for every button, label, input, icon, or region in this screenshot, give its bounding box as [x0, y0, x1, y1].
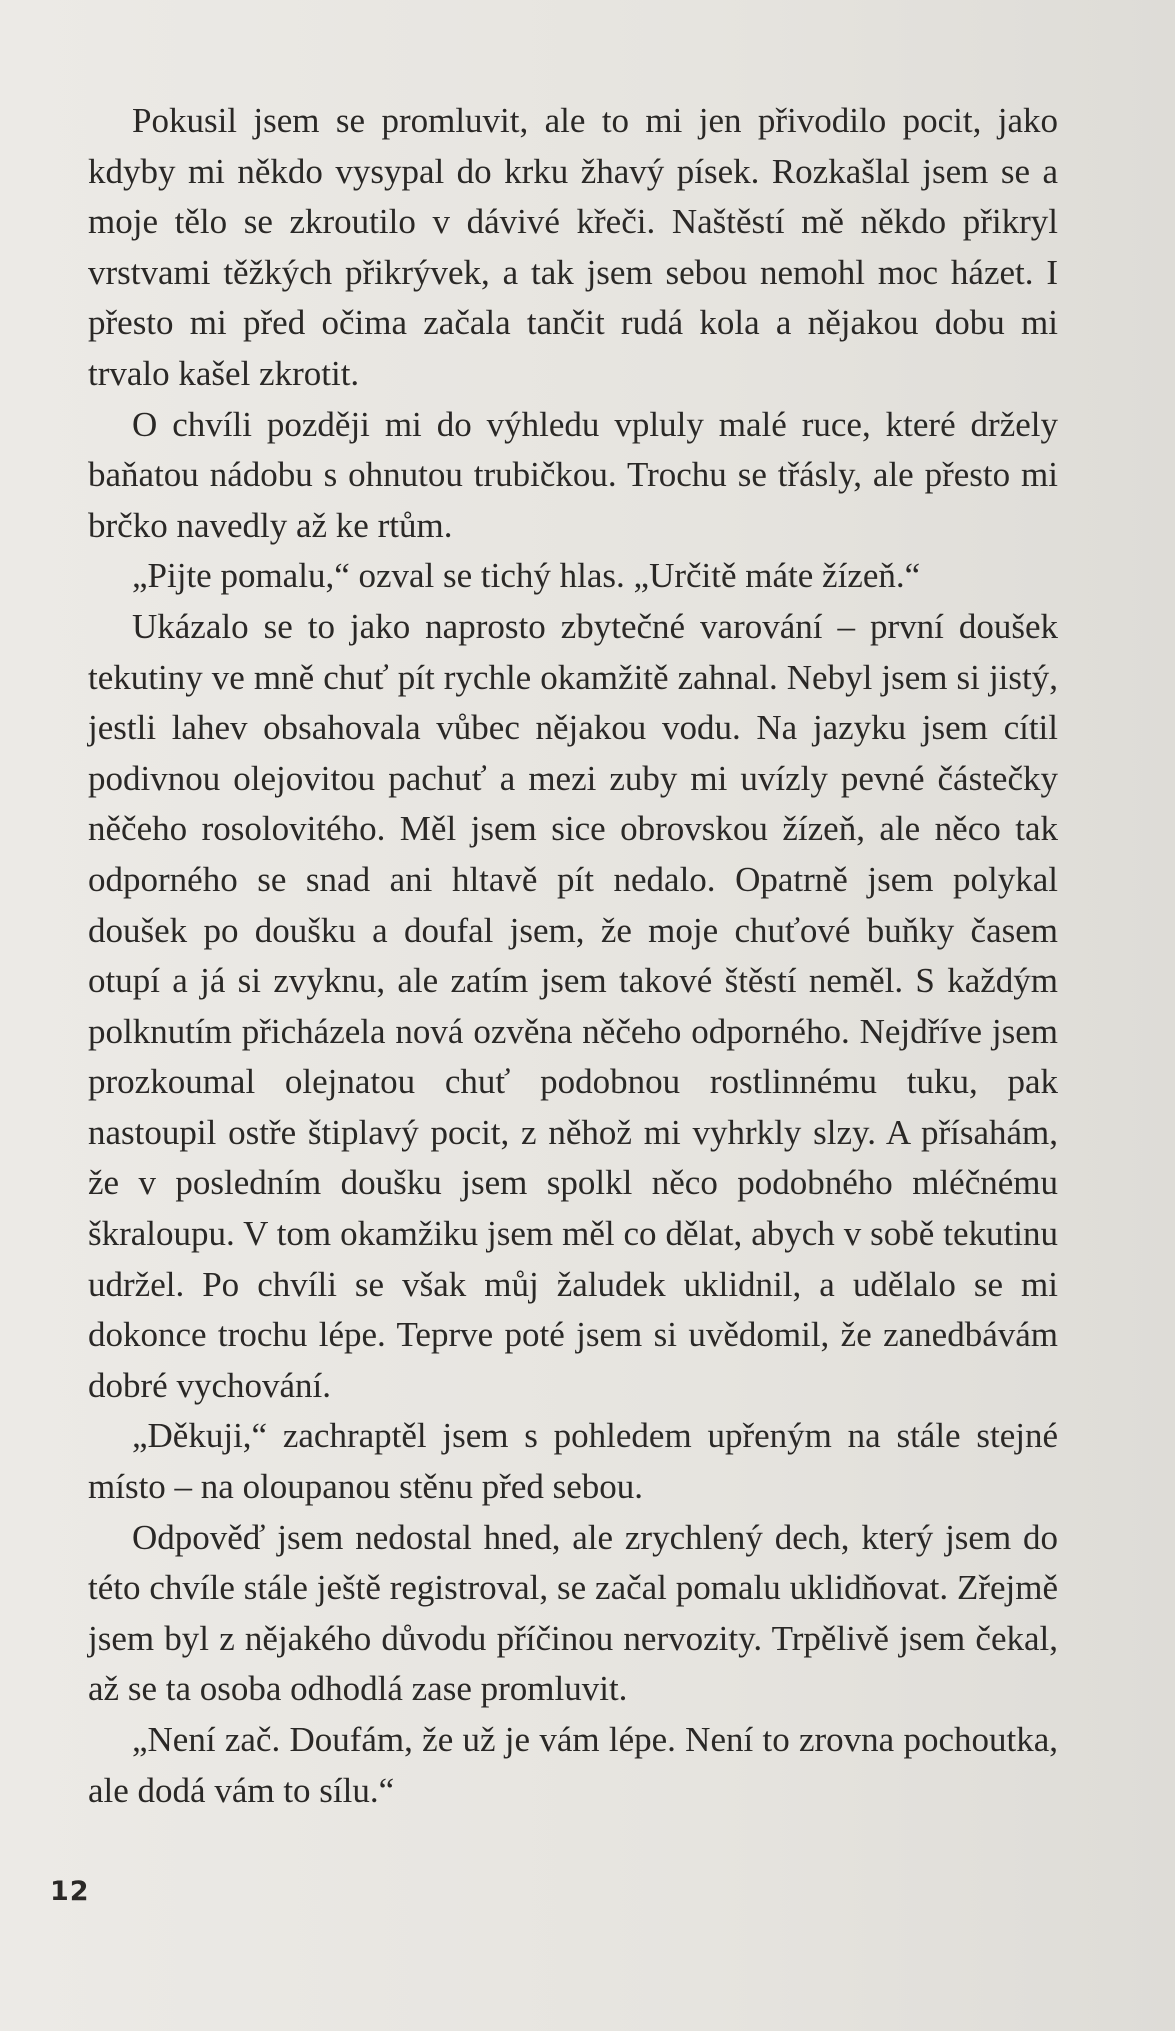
paragraph-4: Ukázalo se to jako naprosto zbytečné varování – první doušek tekutiny ve mně chuť pít rychle okamžitě zahnal. Nebyl jsem si jistý, jestli lahev obsahovala vůbec nějakou vodu. Na jazyku jsem cítil podivnou olejovitou pachuť a mezi zuby mi uvízly pevné částečky něčeho rosolovitého. Měl jsem sice obrovskou žízeň, ale něco tak odporného se snad ani hltavě pít nedalo. Opatrně jsem polykal doušek po doušku a doufal jsem, že moje chuťové buňky časem otupí a já si zvyknu, ale zatím jsem takové štěstí neměl. S každým polknutím přicházela nová ozvěna něčeho odporného. Nejdříve jsem prozkoumal olejnatou chuť podobnou rostlinnému tuku, pak nastoupil ostře štiplavý pocit, z něhož mi vyhrkly slzy. A přísahám, že v posledním doušku jsem spolkl něco podobného mléčnému škraloupu. V tom okamžiku jsem měl co dělat, abych v sobě tekutinu udržel. Po chvíli se však můj žaludek uklidnil, a udělalo se mi dokonce trochu lépe. Teprve poté jsem si uvědomil, že zanedbávám dobré vychování. — [88, 606, 1058, 1405]
page-number: 12 — [50, 1876, 90, 1907]
paragraph-3: „Pijte pomalu,“ ozval se tichý hlas. „Určitě máte žízeň.“ — [132, 556, 921, 596]
paragraph-5: „Děkuji,“ zachraptěl jsem s pohledem upřeným na stále stejné místo – na oloupanou stěnu před sebou. — [88, 1416, 1058, 1507]
paragraph-2: O chvíli později mi do výhledu vpluly malé ruce, které držely baňatou nádobu s ohnutou trubičkou. Trochu se třásly, ale přesto mi brčko navedly až ke rtům. — [88, 404, 1058, 545]
paragraph-7: „Není zač. Doufám, že už je vám lépe. Není to zrovna pochoutka, ale dodá vám to sílu.“ — [88, 1720, 1058, 1810]
body-text — [88, 96, 1058, 1816]
paragraph-6: Odpověď jsem nedostal hned, ale zrychlený dech, který jsem do této chvíle stále ještě registroval, se začal pomalu uklidňovat. Zřejmě jsem byl z nějakého důvodu příčinou nervozity. Trpělivě jsem čekal, až se ta osoba odhodlá zase promluvit. — [88, 1517, 1058, 1709]
paragraph-1: Pokusil jsem se promluvit, ale to mi jen přivodilo pocit, jako kdyby mi někdo vysypal do krku žhavý písek. Rozkašlal jsem se a moje tělo se zkroutilo v dávivé křeči. Naštěstí mě někdo přikryl vrstvami těžkých přikrývek, a tak jsem sebou nemohl moc házet. I přesto mi před očima začala tančit rudá kola a nějakou dobu mi trvalo kašel zkrotit. — [88, 101, 1058, 393]
